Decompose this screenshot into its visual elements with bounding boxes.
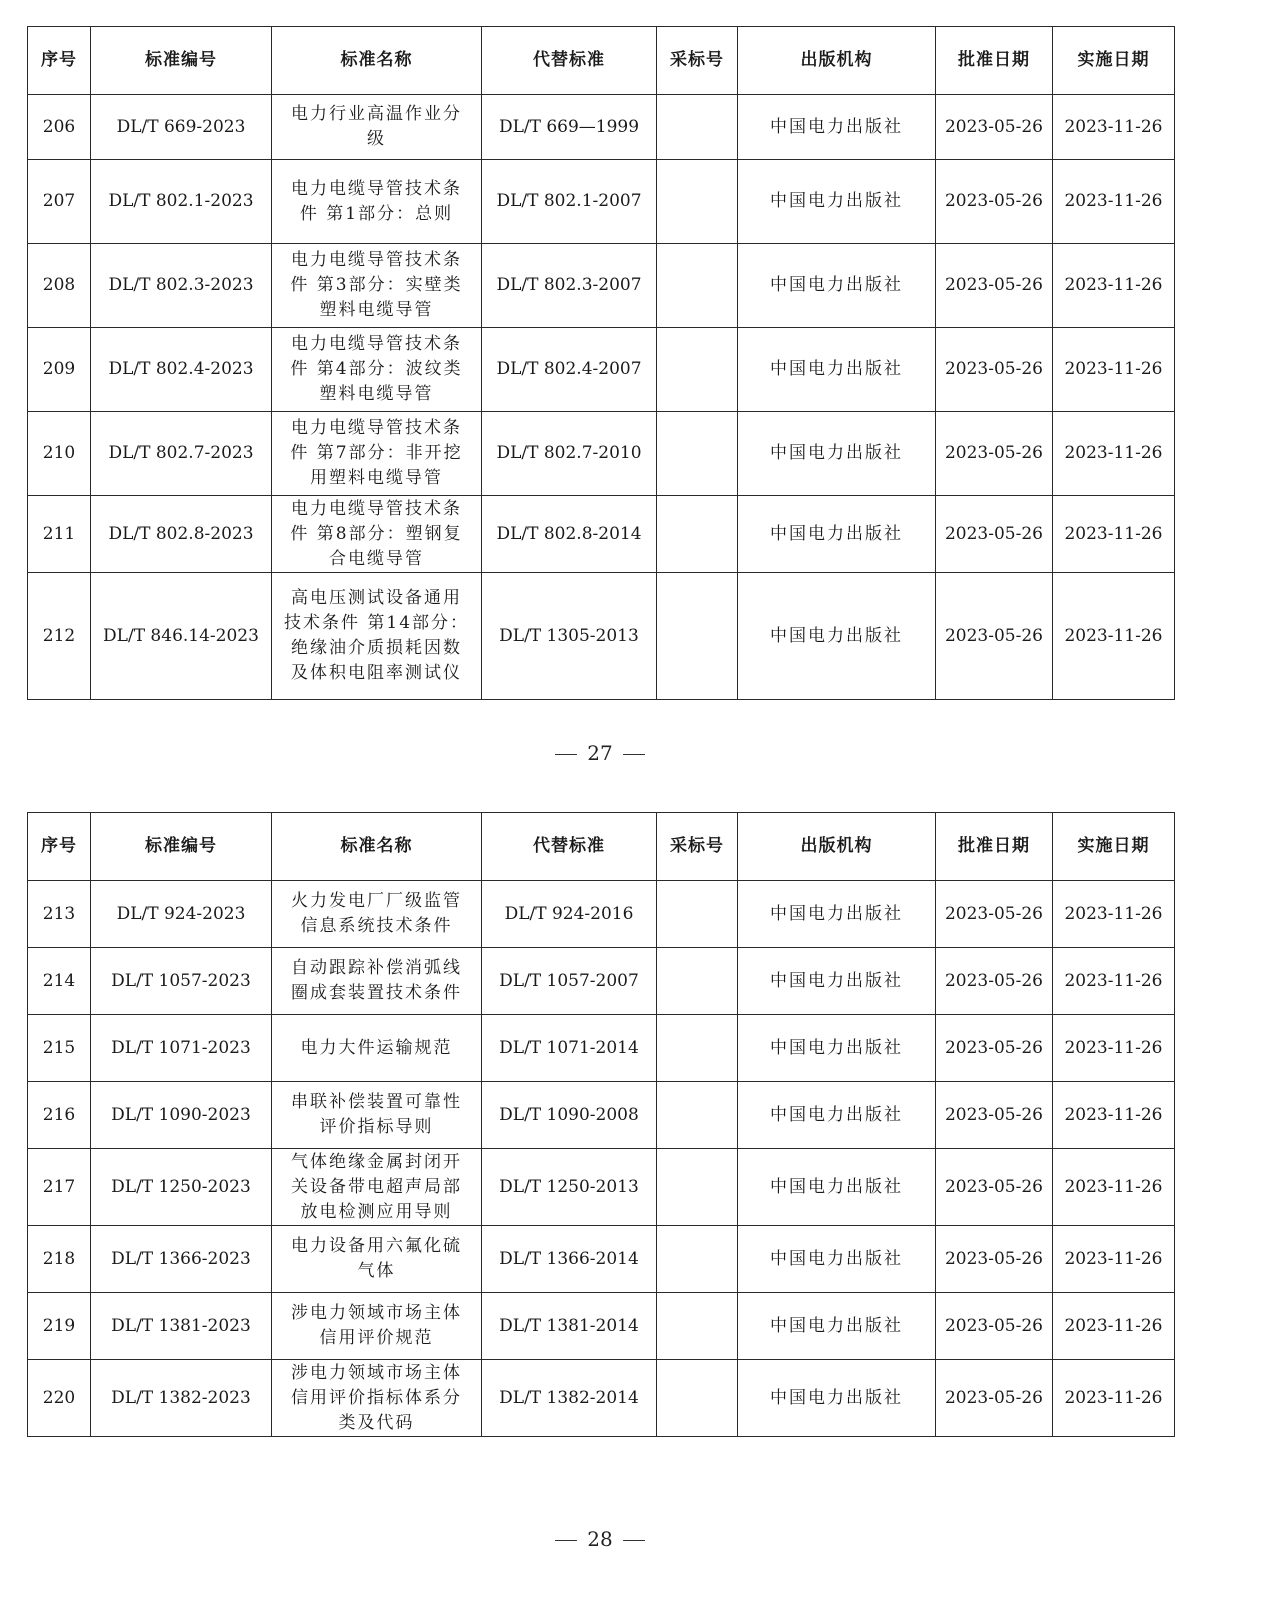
header-name: 标准名称 — [272, 27, 482, 95]
dash-left — [555, 1540, 577, 1541]
cell-name: 电力电缆导管技术条件 第8部分：塑钢复合电缆导管 — [272, 496, 482, 573]
cell-effective: 2023-11-26 — [1053, 948, 1175, 1015]
cell-seq: 213 — [28, 881, 91, 948]
cell-name: 电力电缆导管技术条件 第3部分：实壁类塑料电缆导管 — [272, 244, 482, 328]
cell-name: 气体绝缘金属封闭开关设备带电超声局部放电检测应用导则 — [272, 1149, 482, 1226]
header-publisher: 出版机构 — [738, 813, 936, 881]
cell-seq: 212 — [28, 573, 91, 700]
cell-publisher: 中国电力出版社 — [738, 573, 936, 700]
page-number — [0, 741, 1200, 765]
cell-replaces: DL/T 1250-2013 — [482, 1149, 657, 1226]
header-approved: 批准日期 — [936, 813, 1053, 881]
cell-name: 电力设备用六氟化硫气体 — [272, 1226, 482, 1293]
cell-adopted — [657, 95, 738, 160]
cell-code: DL/T 802.4-2023 — [91, 328, 272, 412]
cell-effective: 2023-11-26 — [1053, 1360, 1175, 1437]
cell-name: 自动跟踪补偿消弧线圈成套装置技术条件 — [272, 948, 482, 1015]
cell-adopted — [657, 573, 738, 700]
cell-approved: 2023-05-26 — [936, 244, 1053, 328]
dash-right — [623, 1540, 645, 1541]
cell-code: DL/T 1057-2023 — [91, 948, 272, 1015]
cell-adopted — [657, 160, 738, 244]
cell-effective: 2023-11-26 — [1053, 1015, 1175, 1082]
cell-publisher: 中国电力出版社 — [738, 1149, 936, 1226]
cell-effective: 2023-11-26 — [1053, 95, 1175, 160]
cell-seq: 209 — [28, 328, 91, 412]
cell-approved: 2023-05-26 — [936, 1293, 1053, 1360]
cell-code: DL/T 1382-2023 — [91, 1360, 272, 1437]
cell-adopted — [657, 1082, 738, 1149]
header-code: 标准编号 — [91, 27, 272, 95]
cell-approved: 2023-05-26 — [936, 412, 1053, 496]
cell-publisher: 中国电力出版社 — [738, 881, 936, 948]
cell-adopted — [657, 1293, 738, 1360]
cell-code: DL/T 1090-2023 — [91, 1082, 272, 1149]
cell-effective: 2023-11-26 — [1053, 496, 1175, 573]
table-header-row — [28, 813, 1175, 881]
standards-table-page-27 — [27, 26, 1175, 700]
cell-approved: 2023-05-26 — [936, 160, 1053, 244]
header-adopted: 采标号 — [657, 813, 738, 881]
cell-adopted — [657, 948, 738, 1015]
cell-adopted — [657, 1149, 738, 1226]
cell-publisher: 中国电力出版社 — [738, 1082, 936, 1149]
cell-seq: 216 — [28, 1082, 91, 1149]
header-name: 标准名称 — [272, 813, 482, 881]
cell-publisher: 中国电力出版社 — [738, 948, 936, 1015]
header-publisher: 出版机构 — [738, 27, 936, 95]
cell-replaces: DL/T 1366-2014 — [482, 1226, 657, 1293]
table-row — [28, 1226, 1175, 1293]
cell-code: DL/T 1381-2023 — [91, 1293, 272, 1360]
page-number — [0, 1527, 1200, 1551]
cell-seq: 207 — [28, 160, 91, 244]
header-seq: 序号 — [28, 813, 91, 881]
cell-effective: 2023-11-26 — [1053, 573, 1175, 700]
cell-seq: 215 — [28, 1015, 91, 1082]
cell-replaces: DL/T 669—1999 — [482, 95, 657, 160]
cell-replaces: DL/T 802.1-2007 — [482, 160, 657, 244]
cell-code: DL/T 1366-2023 — [91, 1226, 272, 1293]
cell-publisher: 中国电力出版社 — [738, 412, 936, 496]
header-effective: 实施日期 — [1053, 813, 1175, 881]
cell-seq: 208 — [28, 244, 91, 328]
cell-replaces: DL/T 1381-2014 — [482, 1293, 657, 1360]
page-number-text: 28 — [587, 1527, 613, 1551]
cell-name: 电力电缆导管技术条件 第1部分：总则 — [272, 160, 482, 244]
cell-name: 电力大件运输规范 — [272, 1015, 482, 1082]
cell-replaces: DL/T 1057-2007 — [482, 948, 657, 1015]
table-row — [28, 1360, 1175, 1437]
cell-publisher: 中国电力出版社 — [738, 95, 936, 160]
cell-adopted — [657, 496, 738, 573]
cell-name: 电力电缆导管技术条件 第7部分：非开挖用塑料电缆导管 — [272, 412, 482, 496]
cell-seq: 218 — [28, 1226, 91, 1293]
cell-approved: 2023-05-26 — [936, 1082, 1053, 1149]
cell-code: DL/T 802.8-2023 — [91, 496, 272, 573]
cell-publisher: 中国电力出版社 — [738, 1015, 936, 1082]
cell-adopted — [657, 1015, 738, 1082]
cell-name: 电力电缆导管技术条件 第4部分：波纹类塑料电缆导管 — [272, 328, 482, 412]
header-code: 标准编号 — [91, 813, 272, 881]
table-row — [28, 95, 1175, 160]
header-adopted: 采标号 — [657, 27, 738, 95]
cell-publisher: 中国电力出版社 — [738, 1226, 936, 1293]
cell-effective: 2023-11-26 — [1053, 160, 1175, 244]
cell-code: DL/T 924-2023 — [91, 881, 272, 948]
cell-replaces: DL/T 802.4-2007 — [482, 328, 657, 412]
cell-approved: 2023-05-26 — [936, 496, 1053, 573]
table-row — [28, 496, 1175, 573]
table-row — [28, 412, 1175, 496]
cell-adopted — [657, 328, 738, 412]
dash-left — [555, 754, 577, 755]
cell-code: DL/T 1250-2023 — [91, 1149, 272, 1226]
table-row — [28, 881, 1175, 948]
header-seq: 序号 — [28, 27, 91, 95]
cell-name: 火力发电厂厂级监管信息系统技术条件 — [272, 881, 482, 948]
cell-effective: 2023-11-26 — [1053, 412, 1175, 496]
cell-approved: 2023-05-26 — [936, 1360, 1053, 1437]
cell-name: 涉电力领域市场主体信用评价规范 — [272, 1293, 482, 1360]
cell-publisher: 中国电力出版社 — [738, 1360, 936, 1437]
cell-effective: 2023-11-26 — [1053, 244, 1175, 328]
cell-adopted — [657, 412, 738, 496]
table-header-row — [28, 27, 1175, 95]
cell-effective: 2023-11-26 — [1053, 1149, 1175, 1226]
header-effective: 实施日期 — [1053, 27, 1175, 95]
cell-replaces: DL/T 802.3-2007 — [482, 244, 657, 328]
table-row — [28, 1015, 1175, 1082]
cell-effective: 2023-11-26 — [1053, 1293, 1175, 1360]
cell-code: DL/T 669-2023 — [91, 95, 272, 160]
cell-replaces: DL/T 802.7-2010 — [482, 412, 657, 496]
table-row — [28, 1149, 1175, 1226]
cell-publisher: 中国电力出版社 — [738, 244, 936, 328]
cell-publisher: 中国电力出版社 — [738, 160, 936, 244]
cell-approved: 2023-05-26 — [936, 1226, 1053, 1293]
dash-right — [623, 754, 645, 755]
cell-name: 涉电力领域市场主体信用评价指标体系分类及代码 — [272, 1360, 482, 1437]
table-row — [28, 244, 1175, 328]
cell-seq: 217 — [28, 1149, 91, 1226]
cell-replaces: DL/T 1071-2014 — [482, 1015, 657, 1082]
cell-replaces: DL/T 1090-2008 — [482, 1082, 657, 1149]
cell-replaces: DL/T 1382-2014 — [482, 1360, 657, 1437]
cell-publisher: 中国电力出版社 — [738, 1293, 936, 1360]
cell-approved: 2023-05-26 — [936, 95, 1053, 160]
cell-seq: 219 — [28, 1293, 91, 1360]
cell-seq: 220 — [28, 1360, 91, 1437]
cell-adopted — [657, 881, 738, 948]
cell-code: DL/T 802.3-2023 — [91, 244, 272, 328]
cell-replaces: DL/T 802.8-2014 — [482, 496, 657, 573]
standards-table-page-28 — [27, 812, 1175, 1437]
table-row — [28, 1082, 1175, 1149]
cell-adopted — [657, 244, 738, 328]
header-replaces: 代替标准 — [482, 27, 657, 95]
cell-approved: 2023-05-26 — [936, 1149, 1053, 1226]
page-number-text: 27 — [587, 741, 613, 765]
table-row — [28, 948, 1175, 1015]
cell-code: DL/T 802.1-2023 — [91, 160, 272, 244]
cell-name: 串联补偿装置可靠性评价指标导则 — [272, 1082, 482, 1149]
cell-effective: 2023-11-26 — [1053, 328, 1175, 412]
cell-replaces: DL/T 1305-2013 — [482, 573, 657, 700]
table-row — [28, 160, 1175, 244]
cell-approved: 2023-05-26 — [936, 1015, 1053, 1082]
cell-approved: 2023-05-26 — [936, 328, 1053, 412]
cell-effective: 2023-11-26 — [1053, 881, 1175, 948]
cell-effective: 2023-11-26 — [1053, 1082, 1175, 1149]
cell-code: DL/T 802.7-2023 — [91, 412, 272, 496]
cell-effective: 2023-11-26 — [1053, 1226, 1175, 1293]
cell-seq: 211 — [28, 496, 91, 573]
header-replaces: 代替标准 — [482, 813, 657, 881]
cell-approved: 2023-05-26 — [936, 573, 1053, 700]
cell-approved: 2023-05-26 — [936, 881, 1053, 948]
cell-seq: 206 — [28, 95, 91, 160]
cell-adopted — [657, 1226, 738, 1293]
cell-adopted — [657, 1360, 738, 1437]
cell-name: 电力行业高温作业分级 — [272, 95, 482, 160]
cell-name: 高电压测试设备通用技术条件 第14部分：绝缘油介质损耗因数及体积电阻率测试仪 — [272, 573, 482, 700]
table-row — [28, 573, 1175, 700]
table-row — [28, 328, 1175, 412]
cell-publisher: 中国电力出版社 — [738, 328, 936, 412]
header-approved: 批准日期 — [936, 27, 1053, 95]
cell-seq: 214 — [28, 948, 91, 1015]
cell-publisher: 中国电力出版社 — [738, 496, 936, 573]
cell-approved: 2023-05-26 — [936, 948, 1053, 1015]
cell-replaces: DL/T 924-2016 — [482, 881, 657, 948]
cell-code: DL/T 1071-2023 — [91, 1015, 272, 1082]
cell-seq: 210 — [28, 412, 91, 496]
cell-code: DL/T 846.14-2023 — [91, 573, 272, 700]
table-row — [28, 1293, 1175, 1360]
